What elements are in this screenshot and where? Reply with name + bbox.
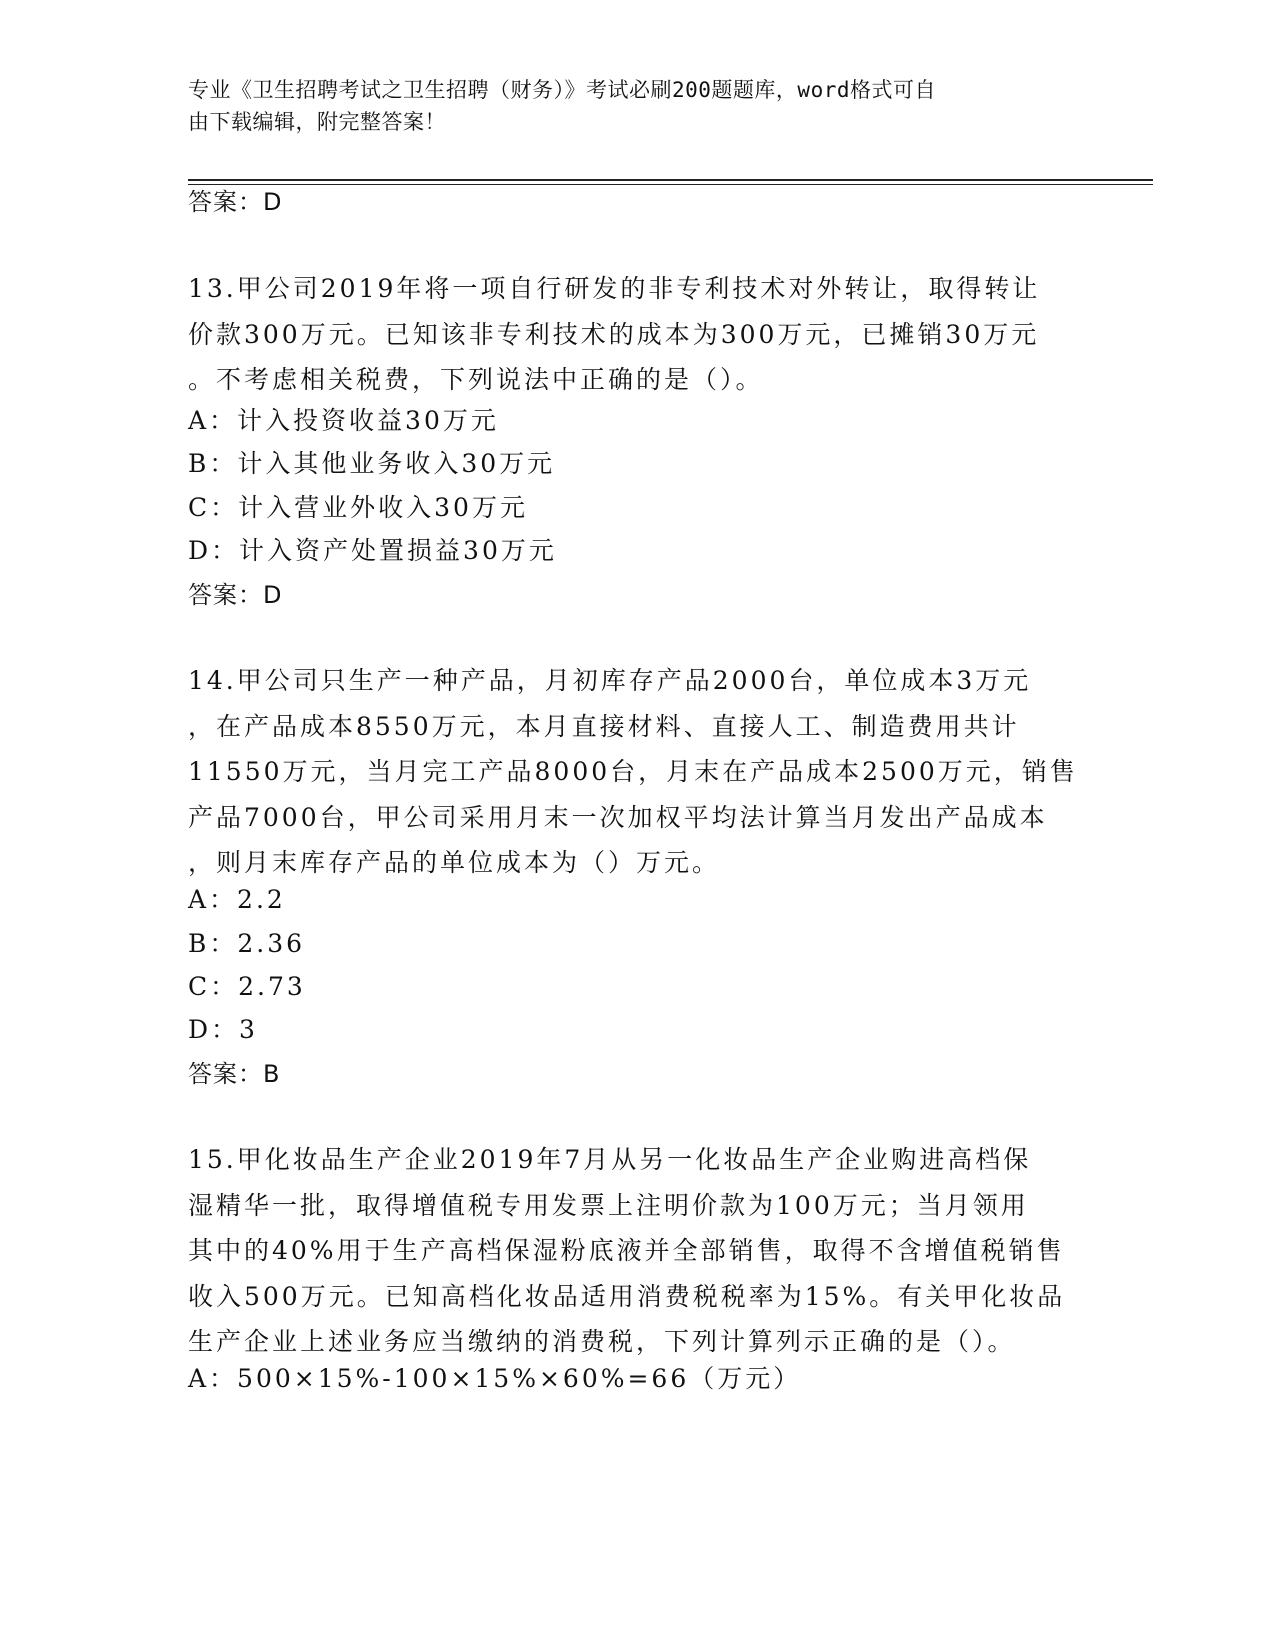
question-15-option-a: A：500×15%-100×15%×60%=66（万元） [188,1364,802,1393]
question-line: 其中的40%用于生产高档保湿粉底液并全部销售，取得不含增值税销售 [188,1236,1065,1265]
question-line: 收入500万元。已知高档化妆品适用消费税税率为15%。有关甲化妆品 [188,1281,1066,1311]
question-line: 价款300万元。已知该非专利技术的成本为300万元，已摊销30万元 [188,319,1040,349]
previous-answer: 答案：D [188,188,283,216]
header-divider-thick [188,179,1153,181]
question-14-text [188,658,1078,886]
header-line-2: 由下载编辑，附完整答案！ [188,110,446,134]
question-13-text [188,266,1078,403]
question-13-option-b: B：计入其他业务收入30万元 [188,449,556,478]
question-13-answer: 答案：D [188,581,283,609]
question-line: 湿精华一批，取得增值税专用发票上注明价款为100万元；当月领用 [188,1190,1029,1220]
question-14-option-c: C：2.73 [188,972,306,1001]
question-15-text [188,1137,1078,1365]
question-line: 产品7000台，甲公司采用月末一次加权平均法计算当月发出产品成本 [188,802,1048,832]
question-line: 15.甲化妆品生产企业2019年7月从另一化妆品生产企业购进高档保 [188,1145,1032,1174]
header-line-1: 专业《卫生招聘考试之卫生招聘（财务）》考试必刷200题题库，word格式可自 [188,78,936,102]
question-line: ，则月末库存产品的单位成本为（）万元。 [188,848,721,877]
question-14-option-a: A：2.2 [188,885,286,914]
question-14-option-d: D：3 [188,1015,258,1044]
question-line: 11550万元，当月完工产品8000台，月末在产品成本2500万元，销售 [188,757,1078,786]
question-13-option-c: C：计入营业外收入30万元 [188,493,528,522]
document-header [188,74,1068,138]
question-13-option-d: D：计入资产处置损益30万元 [188,536,557,565]
question-13-option-a: A：计入投资收益30万元 [188,406,499,435]
question-line: 14.甲公司只生产一种产品，月初库存产品2000台，单位成本3万元 [188,666,1032,695]
question-line: ，在产品成本8550万元，本月直接材料、直接人工、制造费用共计 [188,711,1020,741]
question-14-option-b: B：2.36 [188,929,306,958]
question-line: 生产企业上述业务应当缴纳的消费税，下列计算列示正确的是（）。 [188,1327,1016,1356]
header-divider-thin [188,184,1153,185]
question-line: 。不考虑相关税费，下列说法中正确的是（）。 [188,365,764,394]
question-14-answer: 答案：B [188,1060,281,1088]
question-line: 13.甲公司2019年将一项自行研发的非专利技术对外转让，取得转让 [188,274,1041,303]
